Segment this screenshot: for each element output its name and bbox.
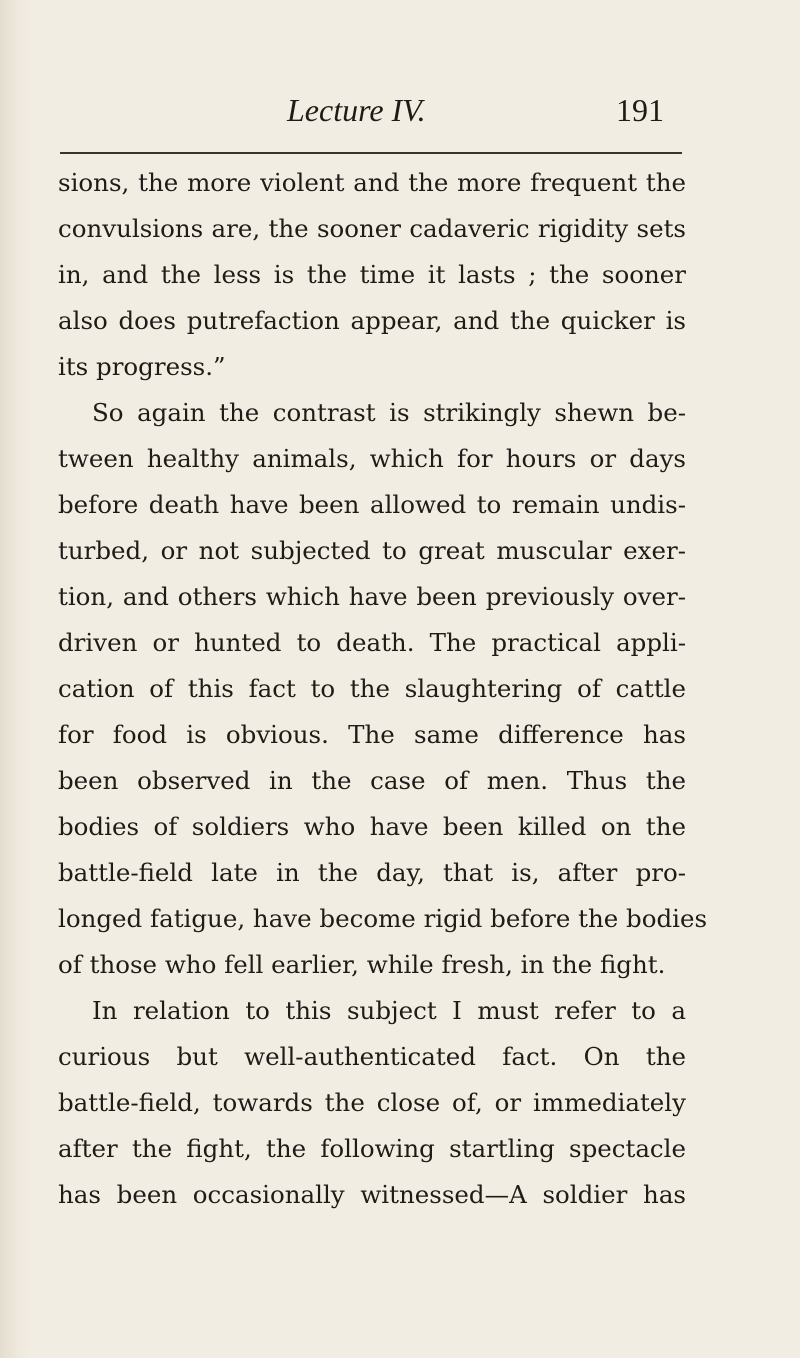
text-line: cation of this fact to the slaughtering of cattle (58, 674, 686, 703)
page-number: 191 (616, 92, 664, 128)
text-line: tween healthy animals, which for hours or days (58, 444, 686, 473)
text-line: in, and the less is the time it lasts ; the sooner (58, 260, 686, 289)
text-line: In relation to this subject I must refer to a (92, 996, 686, 1025)
text-line: driven or hunted to death. The practical appli- (58, 628, 686, 657)
text-line: before death have been allowed to remain undis- (58, 490, 686, 519)
text-line: also does putrefaction appear, and the quicker is (58, 306, 686, 335)
running-head-title: Lecture IV. (287, 92, 426, 128)
text-line: battle-field late in the day, that is, after pro- (58, 858, 686, 887)
text-line: So again the contrast is strikingly shewn be- (92, 398, 686, 427)
header-rule (60, 152, 682, 154)
text-line: its progress.” (58, 352, 226, 381)
page-binding-shadow (0, 0, 30, 1358)
text-line: convulsions are, the sooner cadaveric rigidity sets (58, 214, 686, 243)
body-text (58, 160, 708, 1218)
running-head (0, 92, 800, 142)
text-line: longed fatigue, have become rigid before the bodies (58, 904, 708, 933)
text-line: for food is obvious. The same difference has (58, 720, 686, 749)
text-line: after the fight, the following startling spectacle (58, 1134, 686, 1163)
text-line: bodies of soldiers who have been killed on the (58, 812, 686, 841)
text-line: battle-field, towards the close of, or immediately (58, 1088, 686, 1117)
text-line: has been occasionally witnessed—A soldier has (58, 1180, 686, 1209)
text-line: turbed, or not subjected to great muscular exer- (58, 536, 686, 565)
text-line: of those who fell earlier, while fresh, in the fight. (58, 950, 666, 979)
text-line: been observed in the case of men. Thus the (58, 766, 686, 795)
text-line: sions, the more violent and the more frequent the (58, 168, 686, 197)
text-line: tion, and others which have been previously over- (58, 582, 686, 611)
text-line: curious but well-authenticated fact. On the (58, 1042, 686, 1071)
